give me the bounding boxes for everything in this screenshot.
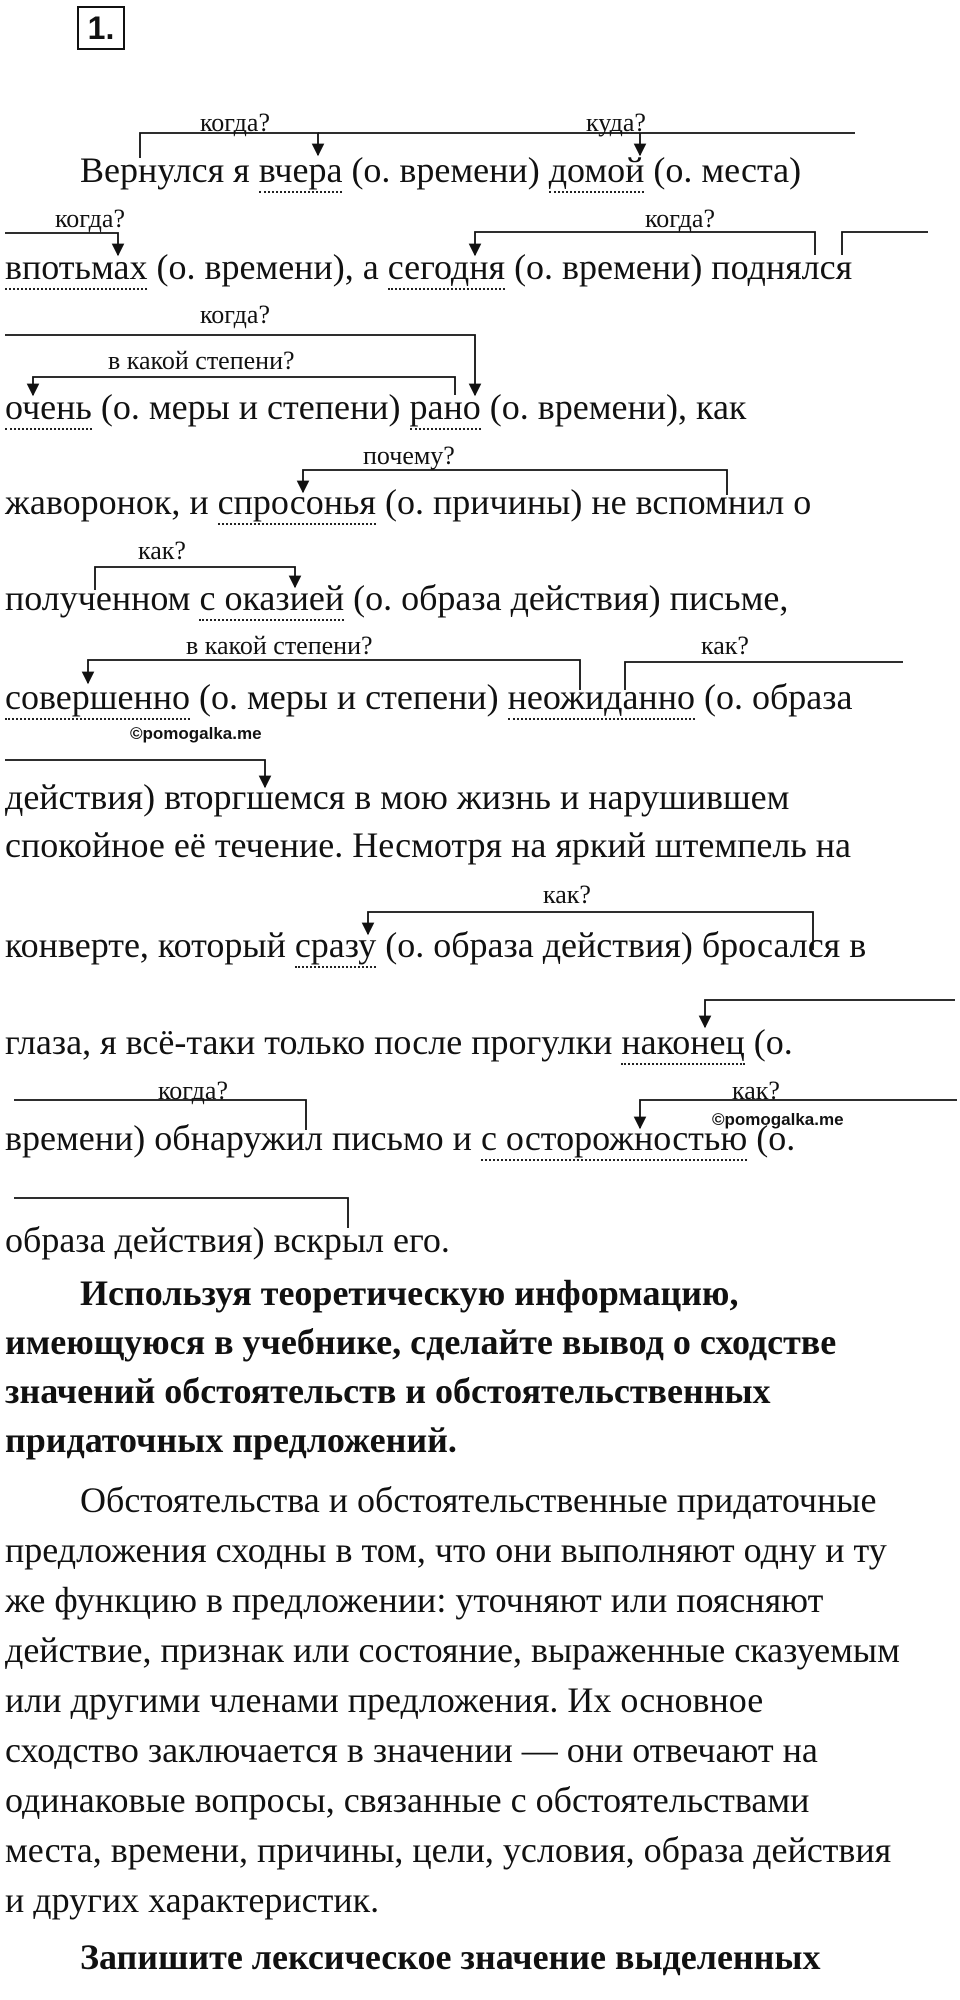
question-label: в какой степени? [108, 346, 295, 375]
text-line: очень (о. меры и степени) рано (о. времени), как [5, 387, 746, 427]
question-label: как? [701, 631, 749, 660]
text-line: жаворонок, и спросонья (о. причины) не вспомнил о [5, 482, 811, 522]
question-label: когда? [200, 300, 270, 329]
adverb: очень [5, 387, 92, 430]
adverb: сегодня [388, 247, 505, 290]
task-line: значений обстоятельств и обстоятельственных [5, 1371, 771, 1411]
adverb: совершенно [5, 677, 190, 720]
adverb: с оказией [199, 578, 344, 621]
adverb: впотьмах [5, 247, 147, 290]
text-line: глаза, я всё-таки только после прогулки наконец (о. [5, 1022, 793, 1062]
question-label: когда? [200, 108, 270, 137]
adverb: неожиданно [508, 677, 695, 720]
question-label: когда? [55, 204, 125, 233]
adverb: вчера [259, 150, 343, 193]
adverb: спросонья [218, 482, 376, 525]
answer-line: одинаковые вопросы, связанные с обстоятельствами [5, 1780, 810, 1820]
text-line: спокойное её течение. Несмотря на яркий штемпель на [5, 825, 852, 865]
adverb: домой [549, 150, 645, 193]
question-label: почему? [363, 441, 455, 470]
question-label: как? [543, 880, 591, 909]
task-line: имеющуюся в учебнике, сделайте вывод о сходстве [5, 1322, 837, 1362]
adverb: с осторожностью [481, 1118, 747, 1161]
answer-line: предложения сходны в том, что они выполняют одну и ту [5, 1530, 887, 1570]
answer-line: действие, признак или состояние, выраженные сказуемым [5, 1630, 900, 1670]
question-label: когда? [645, 204, 715, 233]
task-line: придаточных предложений. [5, 1420, 457, 1460]
answer-line: Обстоятельства и обстоятельственные придаточные [80, 1480, 877, 1520]
watermark: ©pomogalka.me [712, 1110, 844, 1129]
answer-line: места, времени, причины, цели, условия, образа действия [5, 1830, 892, 1870]
question-label: куда? [586, 108, 646, 137]
answer-line: же функцию в предложении: уточняют или поясняют [5, 1580, 824, 1620]
text-line: действия) вторгшемся в мою жизнь и нарушившем [5, 777, 790, 817]
answer-line: и других характеристик. [5, 1880, 380, 1920]
text-line: полученном с оказией (о. образа действия) письме, [5, 578, 788, 618]
answer-line: или другими членами предложения. Их основное [5, 1680, 764, 1720]
text-line: образа действия) вскрыл его. [5, 1220, 450, 1260]
task2-line: Запишите лексическое значение выделенных [80, 1937, 821, 1977]
text-line: совершенно (о. меры и степени) неожиданно (о. образа [5, 677, 852, 717]
adverb: наконец [621, 1022, 744, 1065]
arrow-stub-2 [842, 232, 928, 255]
text-line: Вернулся я вчера (о. времени) домой (о. места) [80, 150, 801, 190]
text-line: конверте, который сразу (о. образа действия) бросался в [5, 925, 866, 965]
question-label: как? [732, 1076, 780, 1105]
adverb: сразу [295, 925, 376, 968]
question-label: когда? [158, 1076, 228, 1105]
answer-line: сходство заключается в значении — они отвечают на [5, 1730, 818, 1770]
text-line: впотьмах (о. времени), а сегодня (о. времени) поднялся [5, 247, 852, 287]
adverb: рано [410, 387, 481, 430]
watermark: ©pomogalka.me [130, 724, 262, 743]
text-line: времени) обнаружил письмо и с осторожностью (о. [5, 1118, 795, 1158]
question-label: в какой степени? [186, 631, 373, 660]
task-line: Используя теоретическую информацию, [80, 1273, 739, 1313]
question-label: как? [138, 536, 186, 565]
exercise-number: 1. [77, 6, 125, 50]
